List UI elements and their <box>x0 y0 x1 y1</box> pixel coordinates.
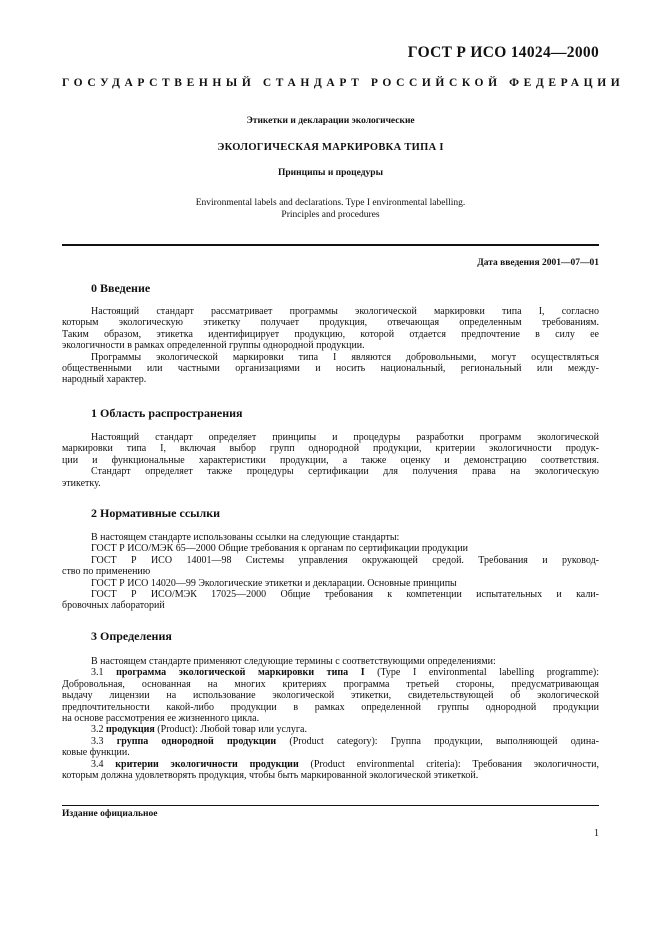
reference-item: ГОСТ Р ИСО 14001—98 Системы управления окружающей средой. Требования и руковод- <box>91 554 599 566</box>
reference-item: ГОСТ Р ИСО/МЭК 65—2000 Общие требования к органам по сертификации продукции <box>91 543 468 555</box>
section-heading-definitions: 3 Определения <box>91 629 172 643</box>
text-line: Таким образом, этикетка идентифицирует продукцию, которой отдается предпочтение в силу ее <box>62 328 599 340</box>
defined-term: группа однородной продукции <box>116 735 277 747</box>
footer-divider <box>62 805 599 806</box>
english-title-line-2: Principles and procedures <box>281 209 380 220</box>
intro-paragraph-1 <box>62 306 599 386</box>
text-line: Настоящий стандарт определяет принципы и процедуры разработки программ экологической <box>91 432 599 443</box>
text-line: ковые функции. <box>62 747 130 759</box>
text-line: маркировки типа I, включая выбор групп однородной продукции, критерии экологичности продук- <box>62 443 599 455</box>
text-line: В настоящем стандарте применяют следующие термины с соответствующими определениями: <box>91 656 496 667</box>
section-heading-normative-references: 2 Нормативные ссылки <box>91 506 221 520</box>
standard-code: ГОСТ Р ИСО 14024—2000 <box>407 44 599 61</box>
text-line: которым должна удовлетворять продукция, чтобы быть маркированной экологической этикеткой. <box>62 770 479 782</box>
text-line: Стандарт определяет также процедуры сертификации для получения права на экологическую <box>91 466 599 478</box>
text-line: народный характер. <box>62 374 147 386</box>
section-heading-scope: 1 Область распространения <box>91 406 243 420</box>
references-list <box>62 532 599 612</box>
definition-item: 3.2 продукция (Product): Любой товар или услуга. <box>91 724 307 736</box>
reference-item: ГОСТ Р ИСО 14020—99 Экологические этикетки и декларации. Основные принципы <box>91 577 457 589</box>
official-edition-note: Издание официальное <box>62 809 158 819</box>
scope-paragraph <box>62 432 599 489</box>
text-line: предпочтительности какой-либо продукции в рамках определенной группы однородной продукции <box>62 701 599 713</box>
text-line: В настоящем стандарте использованы ссылки на следующие стандарты: <box>91 532 400 543</box>
defined-term: программа экологической маркировки типа I <box>116 667 365 679</box>
definition-item: 3.4 критерии экологичности продукции (Product environmental criteria): Требования экологичности, <box>91 758 599 770</box>
defined-term: критерии экологичности продукции <box>115 758 299 770</box>
section-heading-introduction: 0 Введение <box>91 281 151 295</box>
page-number: 1 <box>594 828 599 839</box>
title-line-2: ЭКОЛОГИЧЕСКАЯ МАРКИРОВКА ТИПА I <box>217 142 444 153</box>
text-line: которым экологическую этикетку получает продукция, отвечающая определенным требованиям. <box>62 317 599 329</box>
text-line: Программы экологической маркировки типа I являются добровольными, могут осуществляться <box>91 351 599 363</box>
title-line-1: Этикетки и декларации экологические <box>246 116 415 126</box>
text-line: общественными или частными организациями и носить национальный, региональный или между- <box>62 363 599 375</box>
text-line: на основе рассмотрения ее жизненного цикла. <box>62 713 260 725</box>
english-title <box>62 198 599 221</box>
text-line: экологичности в рамках определенной группы однородной продукции. <box>62 340 365 352</box>
text-line: ции и функциональные характеристики продукции, а также оценку и демонстрацию соответствия. <box>62 454 599 466</box>
text-line: бровочных лабораторий <box>62 600 165 612</box>
definition-item: 3.1 программа экологической маркировки типа I (Type I environmental labelling programme): <box>91 667 599 679</box>
effective-date: Дата введения 2001—07—01 <box>477 258 599 268</box>
definitions-list <box>62 656 599 781</box>
text-line: Добровольная, основанная на многих критериях программа третьей стороны, предусматривающая <box>62 678 599 690</box>
reference-item: ГОСТ Р ИСО/МЭК 17025—2000 Общие требования к компетенции испытательных и кали- <box>91 589 599 601</box>
title-line-3: Принципы и процедуры <box>277 168 383 178</box>
text-line: ство по применению <box>62 566 151 578</box>
definition-item: 3.3 группа однородной продукции (Product category): Группа продукции, выполняющей одина- <box>91 735 599 747</box>
title-divider <box>62 244 599 246</box>
english-title-line-1: Environmental labels and declarations. Type I environmental labelling. <box>195 198 466 208</box>
defined-term: продукция <box>106 724 155 736</box>
text-line: этикетку. <box>62 477 101 489</box>
text-line: Настоящий стандарт рассматривает программы экологической маркировки типа I, согласно <box>91 306 599 317</box>
state-standard-heading: ГОСУДАРСТВЕННЫЙ СТАНДАРТ РОССИЙСКОЙ ФЕДЕРАЦИИ <box>62 77 625 89</box>
text-line: выдачу лицензии на использование экологической этикетки, свидетельствующей об экологической <box>62 690 599 702</box>
